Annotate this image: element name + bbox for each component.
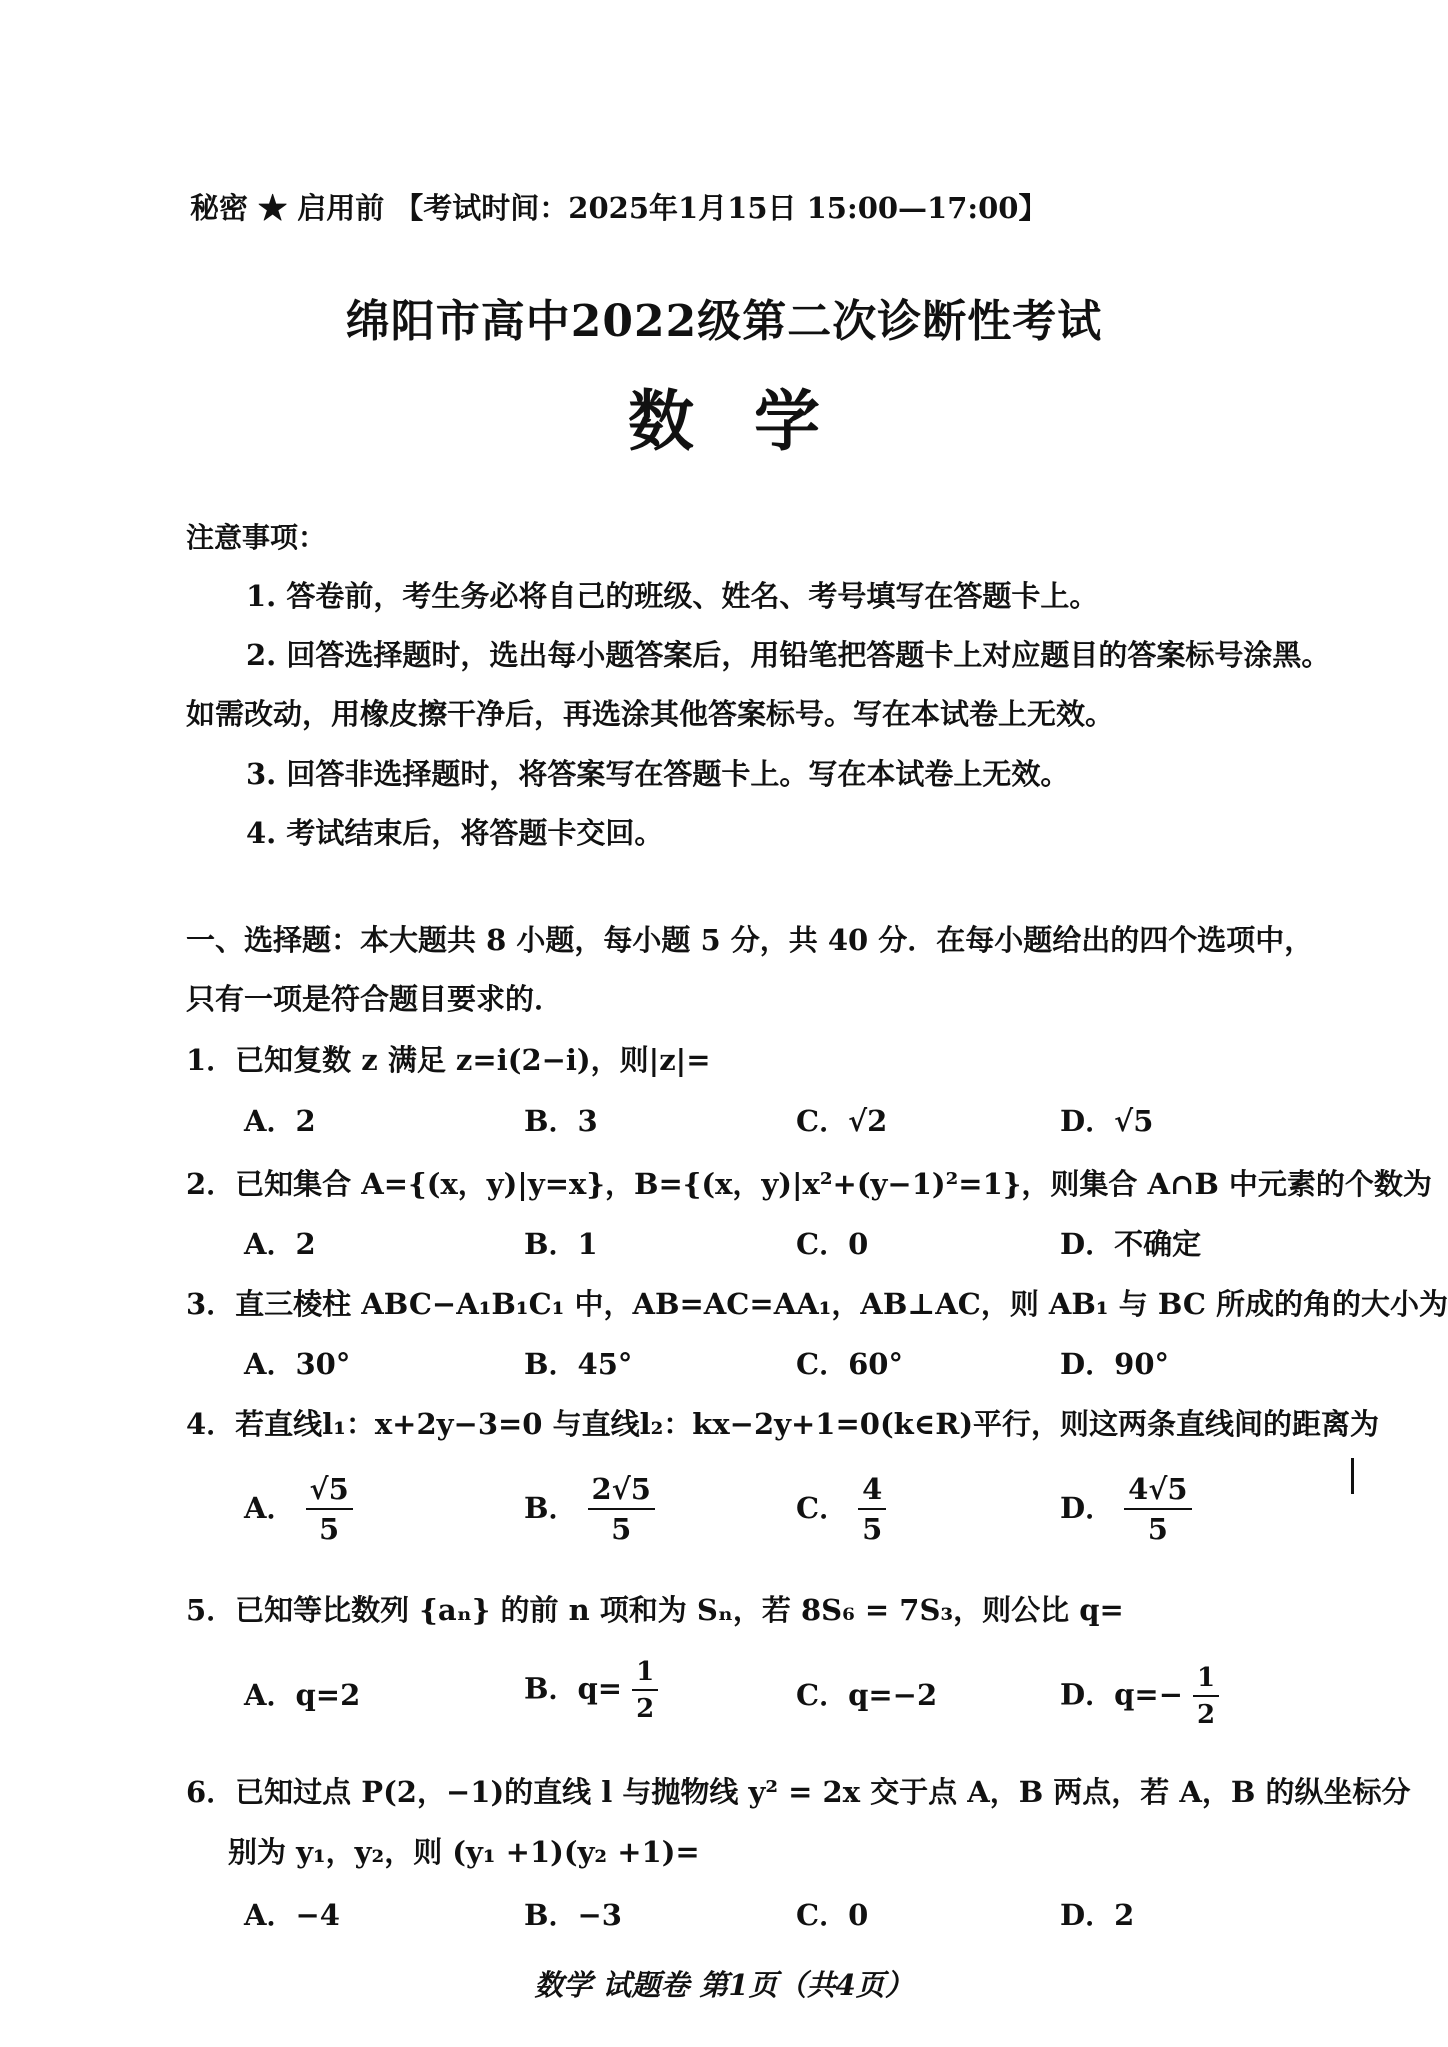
numerator: 1 xyxy=(1193,1664,1219,1697)
option-d: D．不确定 xyxy=(1060,1227,1202,1261)
denominator: 5 xyxy=(862,1511,883,1546)
question-stem: 4．若直线l₁：x+2y−3=0 与直线l₂：kx−2y+1=0(k∈R)平行，则这两条直线间的距离为 xyxy=(186,1407,1380,1441)
option-a: A．30° xyxy=(244,1347,351,1381)
option-c: C．0 xyxy=(796,1898,869,1932)
section-instructions: 一、选择题：本大题共 8 小题，每小题 5 分，共 40 分．在每小题给出的四个选项中， xyxy=(186,923,1314,957)
option-b: B．3 xyxy=(524,1104,598,1138)
option-label: B．q= xyxy=(524,1671,623,1706)
note-item: 2. 回答选择题时，选出每小题答案后，用铅笔把答题卡上对应题目的答案标号涂黑。 xyxy=(246,638,1331,672)
option-d: D．√5 xyxy=(1060,1104,1154,1138)
question-stem: 1．已知复数 z 满足 z=i(2−i)，则|z|= xyxy=(186,1043,711,1077)
option-b: B．1 xyxy=(524,1227,598,1261)
subject-title: 数学 xyxy=(628,382,880,460)
denominator: 5 xyxy=(611,1511,632,1546)
option-a xyxy=(244,1474,353,1546)
denominator: 5 xyxy=(1147,1511,1168,1546)
option-label: B． xyxy=(524,1490,578,1525)
numerator: 4 xyxy=(858,1474,886,1510)
option-c: C．√2 xyxy=(796,1104,888,1138)
option-c xyxy=(796,1474,886,1546)
option-a: A．q=2 xyxy=(244,1678,361,1712)
fraction xyxy=(1193,1664,1219,1729)
option-b: B．45° xyxy=(524,1347,633,1381)
fraction xyxy=(1124,1474,1191,1546)
option-c: C．0 xyxy=(796,1227,869,1261)
numerator: √5 xyxy=(306,1474,353,1510)
option-c: C．q=−2 xyxy=(796,1678,938,1712)
option-d xyxy=(1060,1474,1192,1546)
exam-title: 绵阳市高中2022级第二次诊断性考试 xyxy=(345,296,1103,347)
option-a: A．−4 xyxy=(244,1898,340,1932)
option-label: D． xyxy=(1060,1490,1115,1525)
fraction xyxy=(858,1474,886,1546)
option-a: A．2 xyxy=(244,1227,316,1261)
numerator: 2√5 xyxy=(588,1474,655,1510)
denominator: 2 xyxy=(636,1693,655,1724)
question-stem: 2．已知集合 A={(x，y)|y=x}，B={(x，y)|x²+(y−1)²=1}，则集合 A∩B 中元素的个数为 xyxy=(186,1167,1432,1201)
option-b: B．−3 xyxy=(524,1898,622,1932)
denominator: 2 xyxy=(1197,1699,1216,1730)
option-label: C． xyxy=(796,1490,849,1525)
confidential-header: 秘密 ★ 启用前 【考试时间：2025年1月15日 15:00—17:00】 xyxy=(190,191,1048,225)
option-label: A． xyxy=(244,1490,296,1525)
question-stem: 5．已知等比数列 {aₙ} 的前 n 项和为 Sₙ，若 8S₆ = 7S₃，则公比 q= xyxy=(186,1593,1124,1627)
note-item: 3. 回答非选择题时，将答案写在答题卡上。写在本试卷上无效。 xyxy=(246,757,1070,791)
note-item: 如需改动，用橡皮擦干净后，再选涂其他答案标号。写在本试卷上无效。 xyxy=(186,697,1115,731)
option-d: D．90° xyxy=(1060,1347,1170,1381)
page-footer: 数学 试题卷 第1页（共4页） xyxy=(534,1968,914,2002)
option-d xyxy=(1060,1664,1219,1729)
question-stem: 3．直三棱柱 ABC−A₁B₁C₁ 中，AB=AC=AA₁，AB⊥AC，则 AB₁ 与 BC 所成的角的大小为 xyxy=(186,1287,1448,1321)
denominator: 5 xyxy=(319,1511,340,1546)
fraction xyxy=(632,1658,658,1723)
option-c: C．60° xyxy=(796,1347,903,1381)
fraction xyxy=(306,1474,353,1546)
note-item: 1. 答卷前，考生务必将自己的班级、姓名、考号填写在答题卡上。 xyxy=(246,579,1099,613)
option-label: D．q=− xyxy=(1060,1677,1184,1712)
numerator: 1 xyxy=(632,1658,658,1691)
option-a: A．2 xyxy=(244,1104,316,1138)
option-b xyxy=(524,1658,658,1723)
notes-heading: 注意事项： xyxy=(186,521,327,554)
fraction xyxy=(588,1474,655,1546)
option-d: D．2 xyxy=(1060,1898,1135,1932)
section-instructions: 只有一项是符合题目要求的． xyxy=(186,982,564,1016)
option-b xyxy=(524,1474,655,1546)
margin-mark xyxy=(1351,1458,1354,1494)
numerator: 4√5 xyxy=(1124,1474,1191,1510)
question-stem-continued: 别为 y₁，y₂，则 (y₁ +1)(y₂ +1)= xyxy=(228,1835,700,1869)
note-item: 4. 考试结束后，将答题卡交回。 xyxy=(246,816,664,850)
question-stem: 6．已知过点 P(2，−1)的直线 l 与抛物线 y² = 2x 交于点 A，B 两点，若 A，B 的纵坐标分 xyxy=(186,1775,1411,1809)
